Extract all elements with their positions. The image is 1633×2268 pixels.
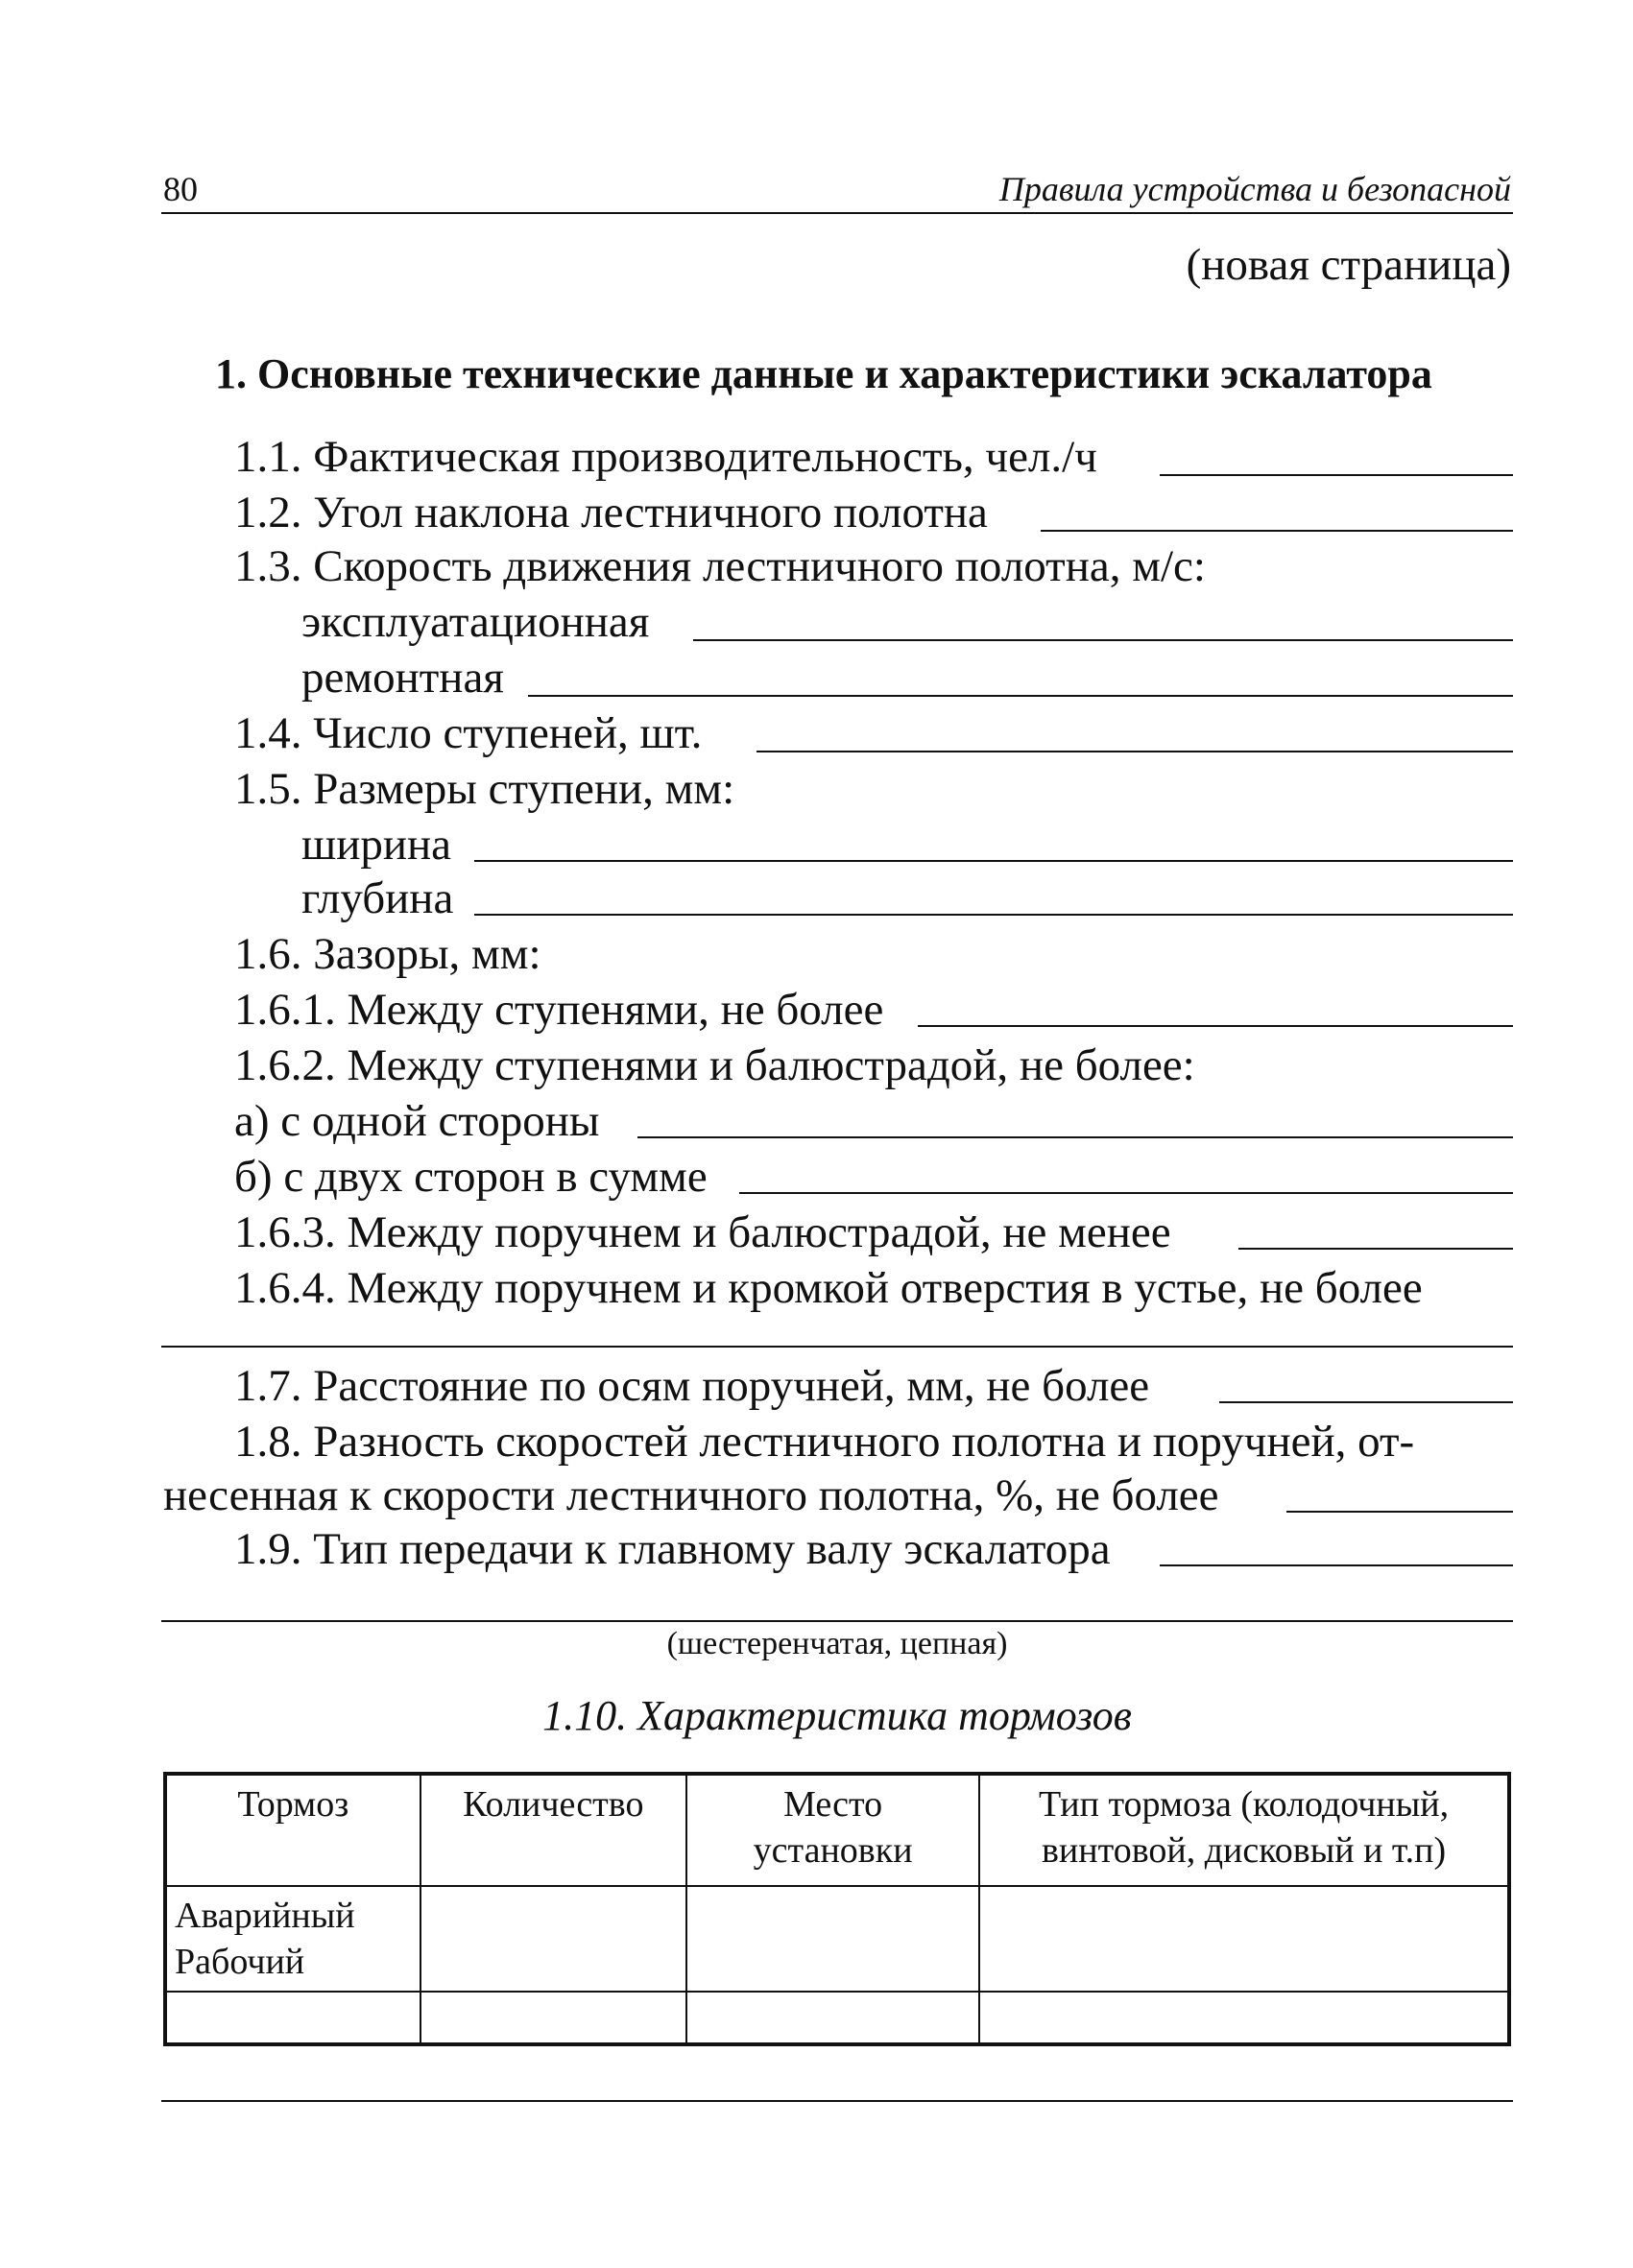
brake-table-header-row — [165, 1774, 1509, 1886]
brake-emergency: Аварийный — [175, 1896, 355, 1936]
header-quantity-text: Количество — [463, 1784, 644, 1825]
header-quantity — [420, 1774, 686, 1886]
item-1-9-blank — [1160, 1564, 1513, 1566]
new-page-note: (новая страница) — [1186, 240, 1511, 290]
item-1-6-1-label: 1.6.1. Между ступенями, не более — [234, 985, 884, 1035]
item-1-3-label: 1.3. Скорость движения лестничного полотна, м/с: — [234, 541, 1206, 591]
item-1-8-line1: 1.8. Разность скоростей лестничного полотна и поручней, от- — [234, 1417, 1415, 1467]
item-1-2-blank — [1041, 530, 1513, 532]
brake-table — [163, 1772, 1511, 2046]
item-1-3-a-label: эксплуатационная — [301, 597, 650, 647]
item-1-6-4-label: 1.6.4. Между поручнем и кромкой отверстия в устье, не более — [234, 1263, 1423, 1313]
brake-names-cell — [165, 1886, 420, 1992]
item-1-1-label: 1.1. Фактическая производительность, чел./ч — [234, 432, 1097, 482]
item-1-9-label: 1.9. Тип передачи к главному валу эскалатора — [234, 1524, 1111, 1574]
item-1-8-blank — [1286, 1511, 1513, 1513]
header-location — [686, 1774, 979, 1886]
item-1-6-2-b-label: б) с двух сторон в сумме — [234, 1152, 708, 1202]
item-1-9-note: (шестеренчатая, цепная) — [666, 1626, 1008, 1661]
item-1-6-2-a-blank — [637, 1136, 1513, 1138]
header-brake-text: Тормоз — [237, 1784, 349, 1825]
table-row — [165, 1886, 1509, 1992]
quantity-cell — [420, 1886, 686, 1992]
empty-cell — [979, 1992, 1509, 2044]
item-1-4-blank — [756, 751, 1513, 752]
item-1-6-2-a-label: а) с одной стороны — [234, 1096, 600, 1146]
running-title: Правила устройства и безопасной — [998, 170, 1511, 208]
page-number: 80 — [163, 170, 198, 208]
item-1-4-label: 1.4. Число ступеней, шт. — [234, 708, 703, 758]
header-brake-type-line2: винтовой, дисковый и т.п) — [1041, 1830, 1447, 1871]
item-1-5-label: 1.5. Размеры ступени, мм: — [234, 764, 735, 814]
item-1-5-b-label: глубина — [301, 873, 454, 923]
item-1-1-blank — [1160, 474, 1513, 476]
brake-type-cell — [979, 1886, 1509, 1992]
item-1-5-b-blank — [474, 914, 1513, 916]
item-1-7-label: 1.7. Расстояние по осям поручней, мм, не более — [234, 1361, 1150, 1411]
header-location-line1: Место — [783, 1784, 883, 1825]
item-1-3-b-blank — [528, 695, 1513, 697]
item-1-3-a-blank — [693, 639, 1513, 641]
item-1-6-3-label: 1.6.3. Между поручнем и балюстрадой, не менее — [234, 1207, 1171, 1257]
item-1-5-a-label: ширина — [301, 820, 452, 870]
empty-cell — [686, 1992, 979, 2044]
section-heading: 1. Основные технические данные и характеристики эскалатора — [215, 350, 1432, 397]
empty-cell — [165, 1992, 420, 2044]
header-rule — [161, 212, 1513, 214]
table-caption: 1.10. Характеристика тормозов — [542, 1692, 1132, 1739]
item-1-8-line2: несенная к скорости лестничного полотна, %, не более — [163, 1470, 1219, 1520]
item-1-6-1-blank — [918, 1025, 1513, 1027]
item-1-3-b-label: ремонтная — [301, 653, 504, 703]
header-brake-type-line1: Тип тормоза (колодочный, — [1039, 1784, 1450, 1825]
location-cell — [686, 1886, 979, 1992]
item-1-6-3-blank — [1238, 1248, 1513, 1250]
table-row — [165, 1992, 1509, 2044]
item-1-7-blank — [1219, 1401, 1513, 1403]
item-1-6-4-blank — [161, 1346, 1513, 1348]
brake-working: Рабочий — [175, 1942, 305, 1982]
header-brake-type — [979, 1774, 1509, 1886]
item-1-9-blank-line2 — [161, 1620, 1513, 1622]
item-1-5-a-blank — [474, 860, 1513, 862]
header-brake — [165, 1774, 420, 1886]
empty-cell — [420, 1992, 686, 2044]
item-1-6-2-label: 1.6.2. Между ступенями и балюстрадой, не более: — [234, 1040, 1195, 1090]
header-location-line2: установки — [753, 1830, 913, 1871]
bottom-rule — [161, 2100, 1513, 2102]
item-1-6-2-b-blank — [739, 1192, 1513, 1194]
item-1-2-label: 1.2. Угол наклона лестничного полотна — [234, 488, 988, 537]
item-1-6-label: 1.6. Зазоры, мм: — [234, 929, 541, 979]
